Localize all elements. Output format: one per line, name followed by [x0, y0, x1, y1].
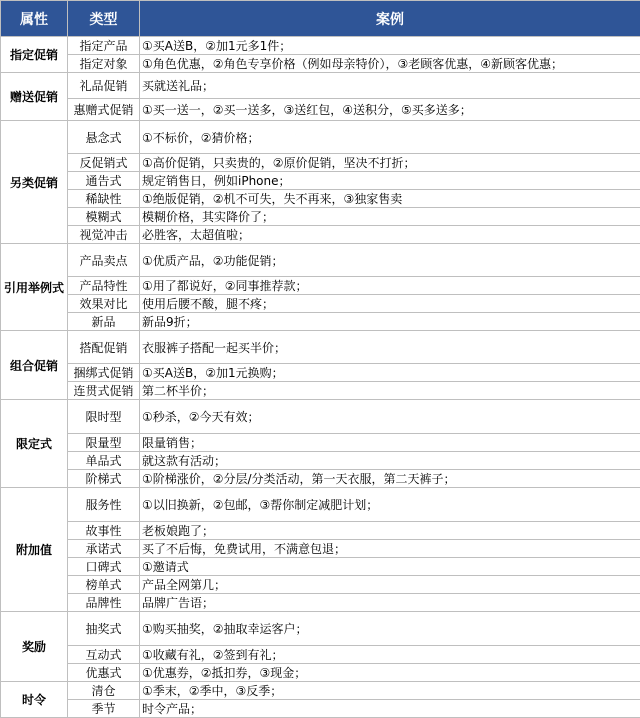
table-row [1, 682, 640, 700]
type-cell: 抽奖式 [68, 612, 140, 646]
category-cell: 组合促销 [1, 331, 68, 400]
type-cell: 效果对比 [68, 295, 140, 313]
example-cell: ①高价促销，只卖贵的，②原价促销，坚决不打折； [140, 154, 640, 172]
table-row [1, 540, 640, 558]
category-cell: 赠送促销 [1, 73, 68, 121]
example-cell: 限量销售； [140, 434, 640, 452]
table-row [1, 277, 640, 295]
table-row [1, 73, 640, 99]
table-row [1, 364, 640, 382]
table-row [1, 208, 640, 226]
example-cell: 老板娘跑了； [140, 522, 640, 540]
table-row [1, 488, 640, 522]
table-row [1, 172, 640, 190]
example-cell: ①角色优惠，②角色专享价格（例如母亲特价），③老顾客优惠，④新顾客优惠； [140, 55, 640, 73]
example-cell: ①阶梯涨价，②分层/分类活动，第一天衣服，第二天裤子； [140, 470, 640, 488]
example-cell: ①优惠券，②抵扣券，③现金； [140, 664, 640, 682]
table-row [1, 612, 640, 646]
type-cell: 季节 [68, 700, 140, 718]
type-cell: 承诺式 [68, 540, 140, 558]
type-cell: 指定对象 [68, 55, 140, 73]
type-cell: 产品卖点 [68, 244, 140, 277]
category-cell: 时令 [1, 682, 68, 718]
table-row [1, 331, 640, 364]
table-row [1, 646, 640, 664]
example-cell: ①绝版促销，②机不可失，失不再来，③独家售卖 [140, 190, 640, 208]
table-row [1, 452, 640, 470]
type-cell: 新品 [68, 313, 140, 331]
example-cell: ①购买抽奖，②抽取幸运客户； [140, 612, 640, 646]
example-cell: 必胜客，太超值啦； [140, 226, 640, 244]
table-row [1, 522, 640, 540]
example-cell: 品牌广告语； [140, 594, 640, 612]
table-row [1, 244, 640, 277]
example-cell: ①优质产品，②功能促销； [140, 244, 640, 277]
type-cell: 清仓 [68, 682, 140, 700]
type-cell: 连贯式促销 [68, 382, 140, 400]
table-row [1, 576, 640, 594]
example-cell: ①不标价，②猜价格； [140, 121, 640, 154]
table-header-row [1, 1, 640, 37]
type-cell: 视觉冲击 [68, 226, 140, 244]
category-cell: 另类促销 [1, 121, 68, 244]
example-cell: 产品全网第几； [140, 576, 640, 594]
table-row [1, 295, 640, 313]
type-cell: 优惠式 [68, 664, 140, 682]
type-cell: 礼品促销 [68, 73, 140, 99]
example-cell: ①邀请式 [140, 558, 640, 576]
table-row [1, 400, 640, 434]
table-row [1, 313, 640, 331]
type-cell: 通告式 [68, 172, 140, 190]
category-cell: 奖励 [1, 612, 68, 682]
type-cell: 口碑式 [68, 558, 140, 576]
header-type: 类型 [68, 1, 140, 37]
type-cell: 产品特性 [68, 277, 140, 295]
table-row [1, 664, 640, 682]
example-cell: 模糊价格，其实降价了； [140, 208, 640, 226]
category-cell: 指定促销 [1, 37, 68, 73]
table-row [1, 99, 640, 121]
example-cell: 规定销售日，例如iPhone； [140, 172, 640, 190]
type-cell: 故事性 [68, 522, 140, 540]
category-cell: 引用举例式 [1, 244, 68, 331]
example-cell: ①用了都说好，②同事推荐款； [140, 277, 640, 295]
header-attr: 属性 [1, 1, 68, 37]
example-cell: ①买A送B，②加1元多1件； [140, 37, 640, 55]
example-cell: 新品9折； [140, 313, 640, 331]
type-cell: 阶梯式 [68, 470, 140, 488]
example-cell: 就这款有活动； [140, 452, 640, 470]
table-row [1, 154, 640, 172]
type-cell: 互动式 [68, 646, 140, 664]
type-cell: 限量型 [68, 434, 140, 452]
category-cell: 限定式 [1, 400, 68, 488]
category-cell: 附加值 [1, 488, 68, 612]
example-cell: 买就送礼品； [140, 73, 640, 99]
table-row [1, 190, 640, 208]
example-cell: ①秒杀，②今天有效； [140, 400, 640, 434]
type-cell: 指定产品 [68, 37, 140, 55]
example-cell: 时令产品； [140, 700, 640, 718]
example-cell: ①以旧换新，②包邮，③帮你制定减肥计划； [140, 488, 640, 522]
type-cell: 惠赠式促销 [68, 99, 140, 121]
type-cell: 模糊式 [68, 208, 140, 226]
table-body [1, 37, 640, 718]
table-row [1, 558, 640, 576]
type-cell: 服务性 [68, 488, 140, 522]
table-row [1, 226, 640, 244]
type-cell: 捆绑式促销 [68, 364, 140, 382]
example-cell: 第二杯半价； [140, 382, 640, 400]
example-cell: 衣服裤子搭配一起买半价； [140, 331, 640, 364]
table-row [1, 37, 640, 55]
example-cell: ①买一送一，②买一送多，③送红包，④送积分，⑤买多送多； [140, 99, 640, 121]
type-cell: 品牌性 [68, 594, 140, 612]
table-row [1, 700, 640, 718]
example-cell: 使用后腰不酸，腿不疼； [140, 295, 640, 313]
table-row [1, 470, 640, 488]
type-cell: 限时型 [68, 400, 140, 434]
type-cell: 榜单式 [68, 576, 140, 594]
table-row [1, 121, 640, 154]
header-example: 案例 [140, 1, 640, 37]
table-row [1, 594, 640, 612]
type-cell: 搭配促销 [68, 331, 140, 364]
table-row [1, 434, 640, 452]
example-cell: ①买A送B，②加1元换购； [140, 364, 640, 382]
type-cell: 单品式 [68, 452, 140, 470]
table-row [1, 382, 640, 400]
type-cell: 稀缺性 [68, 190, 140, 208]
type-cell: 悬念式 [68, 121, 140, 154]
example-cell: 买了不后悔，免费试用，不满意包退； [140, 540, 640, 558]
type-cell: 反促销式 [68, 154, 140, 172]
table-row [1, 55, 640, 73]
example-cell: ①季末，②季中，③反季； [140, 682, 640, 700]
example-cell: ①收藏有礼，②签到有礼； [140, 646, 640, 664]
